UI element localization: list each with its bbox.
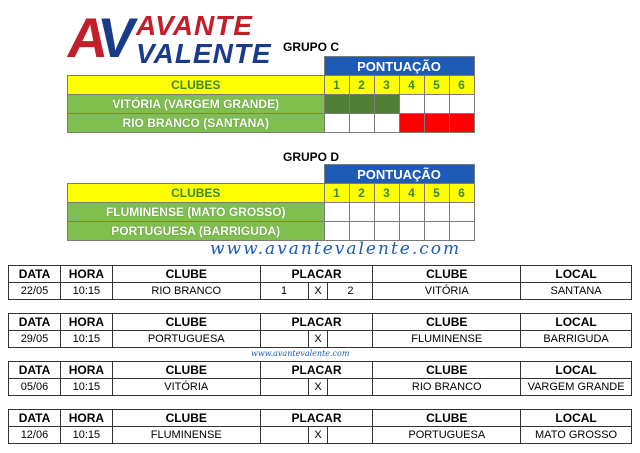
group-c-col: 3 (374, 76, 399, 95)
point-cell (374, 203, 399, 222)
point-cell (374, 114, 399, 133)
point-cell (324, 203, 349, 222)
match-away: FLUMINENSE (373, 331, 521, 348)
group-d-col: 3 (374, 184, 399, 203)
match-local: BARRIGUDA (521, 331, 632, 348)
point-cell (324, 222, 349, 241)
point-cell (399, 114, 424, 133)
match-row (9, 283, 632, 300)
header-hora: HORA (60, 410, 112, 427)
point-cell (349, 203, 374, 222)
match-home: RIO BRANCO (112, 283, 260, 300)
point-cell (399, 203, 424, 222)
point-cell (399, 95, 424, 114)
match-x: X (308, 427, 328, 444)
match-local: VARGEM GRANDE (521, 379, 632, 396)
group-d-clubs-header: CLUBES (68, 184, 325, 203)
header-data: DATA (9, 362, 61, 379)
match-time: 10:15 (60, 283, 112, 300)
group-d-col: 4 (399, 184, 424, 203)
match-time: 10:15 (60, 427, 112, 444)
group-c-col: 6 (449, 76, 474, 95)
header-data: DATA (9, 410, 61, 427)
club-name: RIO BRANCO (SANTANA) (68, 114, 325, 133)
match-row (9, 379, 632, 396)
header-clube-away: CLUBE (373, 314, 521, 331)
match-row (9, 427, 632, 444)
group-c-title: GRUPO C (283, 40, 340, 54)
group-d-col: 2 (349, 184, 374, 203)
match-score-home (260, 379, 308, 396)
header-clube: CLUBE (112, 410, 260, 427)
point-cell (324, 95, 349, 114)
match-table (8, 313, 632, 348)
match-away: PORTUGUESA (373, 427, 521, 444)
match-local: MATO GROSSO (521, 427, 632, 444)
match-x: X (308, 331, 328, 348)
match-score-home: 1 (260, 283, 308, 300)
match-date: 12/06 (9, 427, 61, 444)
header-clube-away: CLUBE (373, 410, 521, 427)
group-c-col: 4 (399, 76, 424, 95)
header-data: DATA (9, 314, 61, 331)
point-cell (449, 95, 474, 114)
logo-av-mark: AV (63, 6, 135, 69)
logo-name-line1: AVANTE (136, 10, 253, 41)
match-time: 10:15 (60, 331, 112, 348)
point-cell (324, 114, 349, 133)
club-name: VITÓRIA (VARGEM GRANDE) (68, 95, 325, 114)
group-d-points-header: PONTUAÇÃO (324, 165, 474, 184)
group-d-row (68, 222, 475, 241)
point-cell (424, 114, 449, 133)
point-cell (349, 95, 374, 114)
match-time: 10:15 (60, 379, 112, 396)
point-cell (449, 203, 474, 222)
point-cell (424, 203, 449, 222)
group-d-title: GRUPO D (283, 150, 340, 164)
header-local: LOCAL (521, 410, 632, 427)
group-c-points-header: PONTUAÇÃO (324, 57, 474, 76)
group-d-col: 6 (449, 184, 474, 203)
club-name: FLUMINENSE (MATO GROSSO) (68, 203, 325, 222)
header-placar: PLACAR (260, 362, 373, 379)
group-d-row (68, 203, 475, 222)
match-away: RIO BRANCO (373, 379, 521, 396)
match-score-away (328, 427, 373, 444)
header-placar: PLACAR (260, 314, 373, 331)
match-score-home (260, 331, 308, 348)
logo-name-line2: VALENTE (136, 38, 272, 69)
header-clube: CLUBE (112, 362, 260, 379)
header-placar: PLACAR (260, 266, 373, 283)
point-cell (449, 222, 474, 241)
match-score-away (328, 331, 373, 348)
watermark-large: www.avantevalente.com (210, 239, 462, 259)
match-away: VITÓRIA (373, 283, 521, 300)
group-d-table (67, 164, 475, 241)
group-c-col: 1 (324, 76, 349, 95)
header-local: LOCAL (521, 362, 632, 379)
match-home: FLUMINENSE (112, 427, 260, 444)
match-x: X (308, 283, 328, 300)
header-hora: HORA (60, 266, 112, 283)
point-cell (349, 114, 374, 133)
header-local: LOCAL (521, 266, 632, 283)
point-cell (374, 222, 399, 241)
header-hora: HORA (60, 314, 112, 331)
group-c-col: 2 (349, 76, 374, 95)
match-score-away (328, 379, 373, 396)
point-cell (424, 95, 449, 114)
match-table (8, 361, 632, 396)
match-local: SANTANA (521, 283, 632, 300)
match-table (8, 409, 632, 444)
point-cell (424, 222, 449, 241)
header-clube: CLUBE (112, 314, 260, 331)
group-c-clubs-header: CLUBES (68, 76, 325, 95)
group-d-col: 5 (424, 184, 449, 203)
match-x: X (308, 379, 328, 396)
match-table (8, 265, 632, 300)
watermark-small: www.avantevalente.com (251, 349, 350, 358)
header-clube-away: CLUBE (373, 266, 521, 283)
header-placar: PLACAR (260, 410, 373, 427)
point-cell (449, 114, 474, 133)
match-date: 22/05 (9, 283, 61, 300)
header-data: DATA (9, 266, 61, 283)
match-score-away: 2 (328, 283, 373, 300)
match-home: VITÓRIA (112, 379, 260, 396)
group-d-col: 1 (324, 184, 349, 203)
match-date: 29/05 (9, 331, 61, 348)
group-c-table (67, 56, 475, 133)
header-local: LOCAL (521, 314, 632, 331)
header-clube: CLUBE (112, 266, 260, 283)
group-c-row (68, 95, 475, 114)
match-row (9, 331, 632, 348)
group-c-row (68, 114, 475, 133)
point-cell (399, 222, 424, 241)
header-clube-away: CLUBE (373, 362, 521, 379)
match-home: PORTUGUESA (112, 331, 260, 348)
match-score-home (260, 427, 308, 444)
group-c-col: 5 (424, 76, 449, 95)
match-date: 05/06 (9, 379, 61, 396)
club-name: PORTUGUESA (BARRIGUDA) (68, 222, 325, 241)
header-hora: HORA (60, 362, 112, 379)
point-cell (374, 95, 399, 114)
point-cell (349, 222, 374, 241)
